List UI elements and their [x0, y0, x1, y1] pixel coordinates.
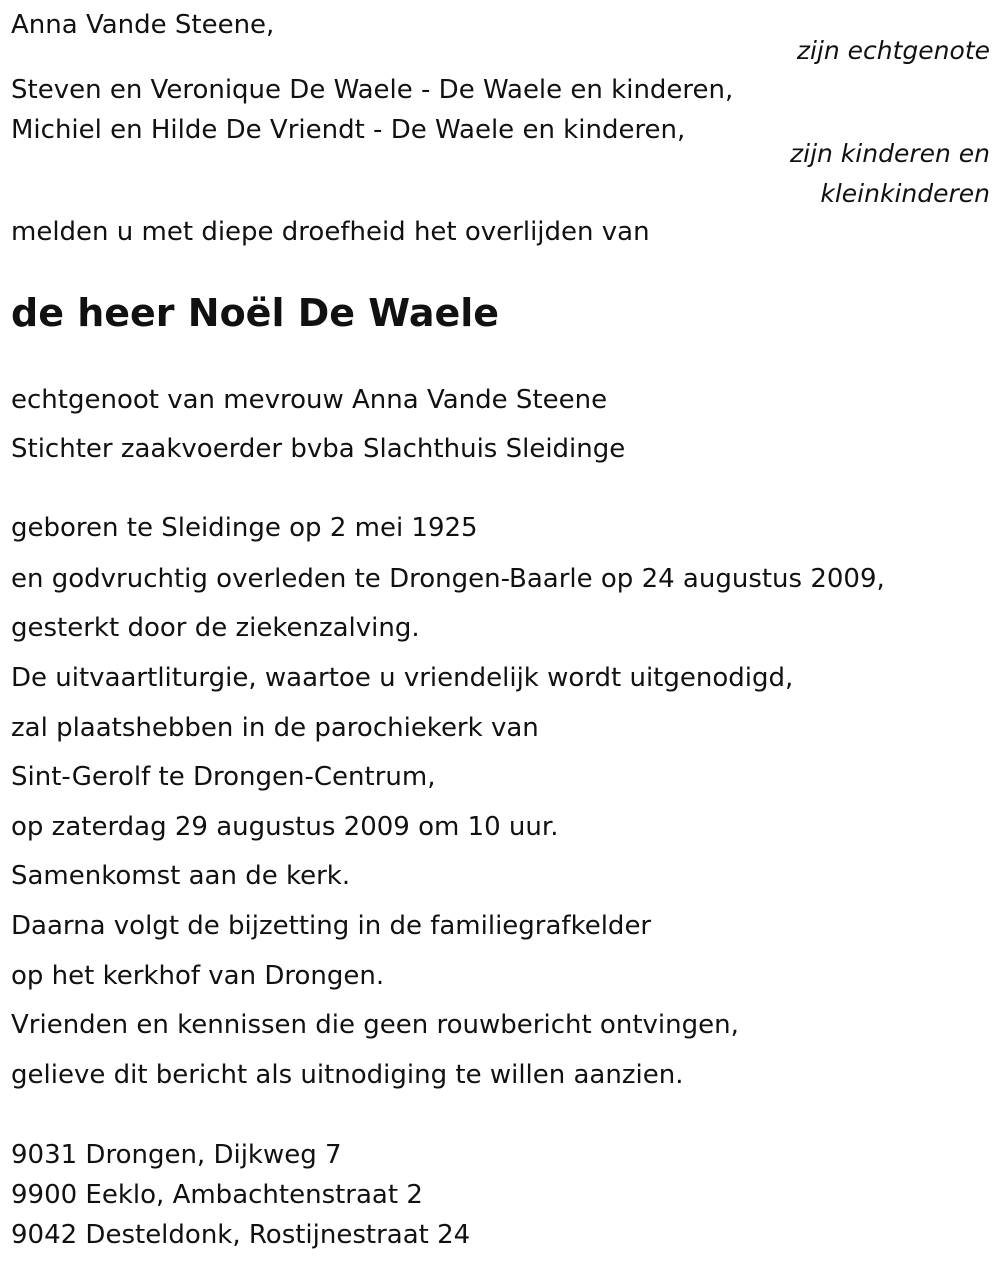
children-role-line-2: kleinkinderen [820, 179, 990, 208]
detail-line-12: gelieve dit bericht als uitnodiging te willen aanzien. [11, 1060, 684, 1090]
detail-line-1: geboren te Sleidinge op 2 mei 1925 [11, 513, 478, 543]
detail-line-3: gesterkt door de ziekenzalving. [11, 613, 420, 643]
detail-line-9: Daarna volgt de bijzetting in de familiegrafkelder [11, 911, 652, 941]
detail-line-2: en godvruchtig overleden te Drongen-Baarle op 24 augustus 2009, [11, 564, 885, 594]
children-line-1: Steven en Veronique De Waele - De Waele en kinderen, [11, 75, 734, 105]
detail-line-10: op het kerkhof van Drongen. [11, 961, 385, 991]
announcement-text: melden u met diepe droefheid het overlijden van [11, 217, 650, 247]
title-line-2: Stichter zaakvoerder bvba Slachthuis Sleidinge [11, 434, 626, 464]
detail-line-6: Sint-Gerolf te Drongen-Centrum, [11, 762, 436, 792]
detail-line-11: Vrienden en kennissen die geen rouwbericht ontvingen, [11, 1010, 739, 1040]
spouse-line: Anna Vande Steene, [11, 10, 275, 40]
children-line-2: Michiel en Hilde De Vriendt - De Waele en kinderen, [11, 115, 686, 145]
address-line-1: 9031 Drongen, Dijkweg 7 [11, 1140, 342, 1170]
address-line-3: 9042 Desteldonk, Rostijnestraat 24 [11, 1220, 471, 1250]
address-line-2: 9900 Eeklo, Ambachtenstraat 2 [11, 1180, 423, 1210]
spouse-role: zijn echtgenote [796, 36, 990, 65]
detail-line-4: De uitvaartliturgie, waartoe u vriendelijk wordt uitgenodigd, [11, 663, 794, 693]
children-role-line-1: zijn kinderen en [790, 139, 990, 168]
detail-line-8: Samenkomst aan de kerk. [11, 861, 351, 891]
detail-line-7: op zaterdag 29 augustus 2009 om 10 uur. [11, 812, 559, 842]
detail-line-5: zal plaatshebben in de parochiekerk van [11, 713, 539, 743]
deceased-name: de heer Noël De Waele [11, 291, 500, 335]
title-line-1: echtgenoot van mevrouw Anna Vande Steene [11, 385, 608, 415]
